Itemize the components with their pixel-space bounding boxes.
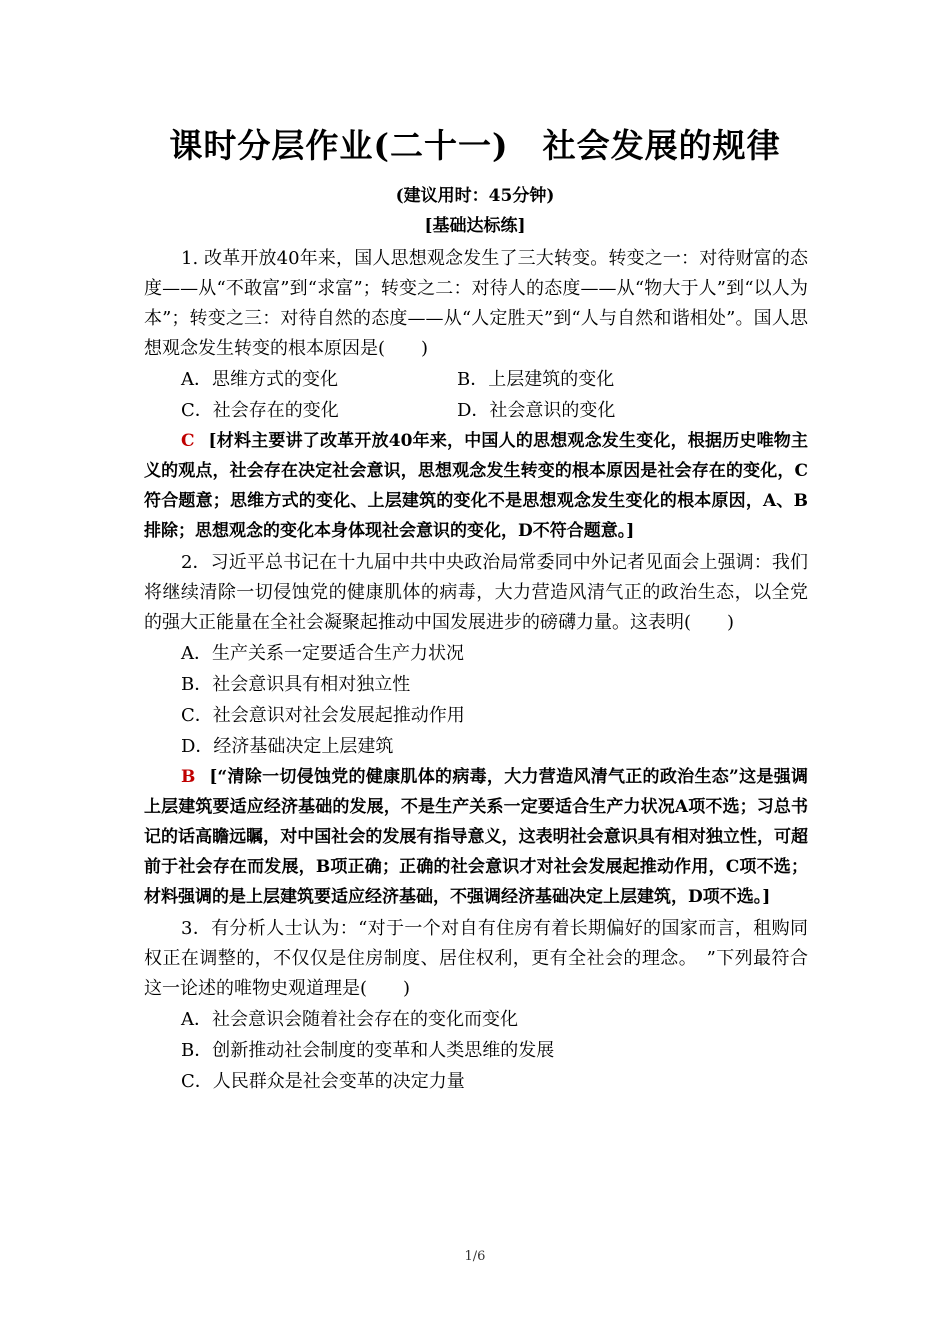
- question-1-options-row-1: [144, 364, 808, 395]
- question-3-option-c: C．人民群众是社会变革的决定力量: [181, 1071, 465, 1092]
- time-note: (建议用时：45分钟): [395, 186, 555, 206]
- question-3-option-a: A．社会意识会随着社会存在的变化而变化: [181, 1009, 518, 1030]
- page-title: [0, 120, 950, 167]
- question-2-option-c: C．社会意识对社会发展起推动作用: [181, 705, 465, 726]
- question-1-analysis: [材料主要讲了改革开放40年来，中国人的思想观念发生变化，根据历史唯物主义的观点，社会存在决定社会意识，思想观念发生转变的根本原因是社会存在的变化，C符合题意；思维方式的变化、上层建筑的变化不是思想观念发生变化的根本原因，A、B排除；思想观念的变化本身体现社会意识的变化，D不符合题意。]: [144, 431, 808, 541]
- title-main: 课时分层作业(二十一): [169, 126, 509, 165]
- question-2-option-b: B．社会意识具有相对独立性: [181, 674, 411, 695]
- question-1-option-b: B．上层建筑的变化: [457, 369, 615, 390]
- question-1-option-d: D．社会意识的变化: [457, 400, 616, 421]
- question-1-answer: [144, 426, 808, 546]
- question-1-option-a: A．思维方式的变化: [181, 369, 338, 390]
- question-2-option-d: D．经济基础决定上层建筑: [181, 736, 394, 757]
- question-1-options-row-2: [144, 395, 808, 426]
- question-list: [144, 244, 808, 1097]
- question-1-option-c: C．社会存在的变化: [181, 400, 339, 421]
- question-2-answer: [144, 762, 808, 912]
- section-heading: [基础达标练]: [424, 216, 526, 236]
- question-1-answer-key: C: [181, 431, 195, 451]
- question-3-option-b: B．创新推动社会制度的变革和人类思维的发展: [181, 1040, 555, 1061]
- question-2-analysis: [“清除一切侵蚀党的健康肌体的病毒，大力营造风清气正的政治生态”这是强调上层建筑要适应经济基础的发展，不是生产关系一定要适合生产力状况A项不选；习总书记的话高瞻远瞩，对中国社会的发展有指导意义，这表明社会意识具有相对独立性，可超前于社会存在而发展，B项正确；正确的社会意识才对社会发展起推动作用，C项不选；材料强调的是上层建筑要适应经济基础，不强调经济基础决定上层建筑，D项不选。]: [144, 767, 808, 907]
- page-number: 1/6: [464, 1249, 486, 1264]
- question-2-stem: 2．习近平总书记在十九届中共中央政治局常委同中外记者见面会上强调：我们将继续清除一切侵蚀党的健康肌体的病毒，大力营造风清气正的政治生态，以全党的强大正能量在全社会凝聚起推动中国发展进步的磅礴力量。这表明( ): [144, 552, 808, 633]
- question-2-option-a: A．生产关系一定要适合生产力状况: [181, 643, 464, 664]
- question-1-stem: 1. 改革开放40年来，国人思想观念发生了三大转变。转变之一：对待财富的态度——从“不敢富”到“求富”；转变之二：对待人的态度——从“物大于人”到“以人为本”；转变之三：对待自然的态度——从“人定胜天”到“人与自然和谐相处”。国人思想观念发生转变的根本原因是( ): [144, 248, 808, 359]
- question-3-stem: 3．有分析人士认为：“对于一个对自有住房有着长期偏好的国家而言，租购同权正在调整的，不仅仅是住房制度、居住权利，更有全社会的理念。 ”下列最符合这一论述的唯物史观道理是( ): [144, 918, 808, 999]
- question-2-answer-key: B: [181, 767, 196, 787]
- title-sub: 社会发展的规律: [542, 126, 781, 165]
